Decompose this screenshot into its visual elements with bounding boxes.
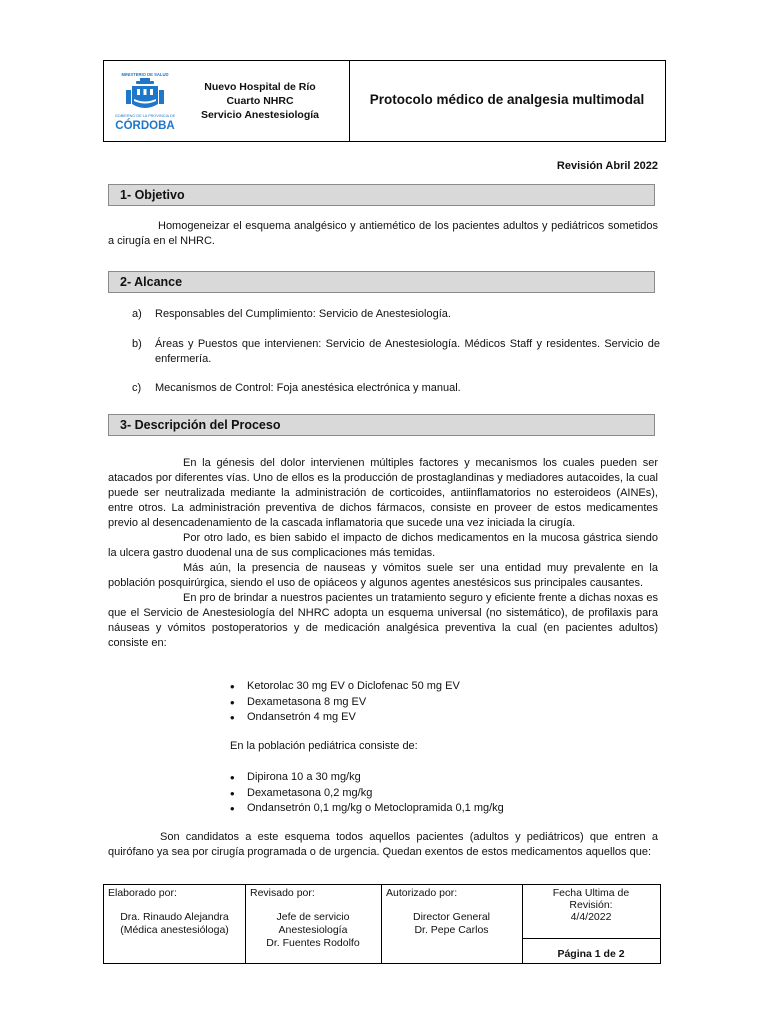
descripcion-body: [108, 456, 658, 651]
alcance-item-text: Mecanismos de Control: Foja anestésica electrónica y manual.: [155, 382, 461, 394]
list-item: • Dipirona 10 a 30 mg/kg: [230, 770, 650, 786]
revisado-line-2: Anestesiología: [278, 924, 348, 936]
hospital-line-3: Servicio Anestesiología: [200, 109, 320, 121]
alcance-item-c: [132, 381, 662, 397]
section-heading-descripcion: 3- Descripción del Proceso: [108, 414, 655, 436]
autorizado-line-1: Director General: [412, 911, 491, 923]
objetivo-text: Homogeneizar el esquema analgésico y antiemético de los pacientes adultos y pediátricos sometidos a cirugía en el NHRC.: [108, 220, 658, 247]
list-item: • Dexametasona 8 mg EV: [230, 695, 650, 711]
descripcion-paragraph-3: Más aún, la presencia de nauseas y vómitos suele ser una entidad muy prevalente en la población posquirúrgica, siendo el uso de opiáceos y algunos agentes anestésicos sus principales causantes.: [108, 562, 658, 589]
revisado-line-1: Jefe de servicio: [276, 911, 350, 923]
descripcion-paragraph-5: Son candidatos a este esquema todos aquellos pacientes (adultos y pediátricos) que entren a quirófano ya sea por cirugía programada o de urgencia. Quedan exentos de estos medicamentos aquellos que:: [108, 831, 658, 858]
revisado-label: Revisado por:: [250, 887, 315, 899]
list-item: • Ondansetrón 4 mg EV: [230, 710, 650, 726]
logo-ministry-text: MINISTERIO DE SALUD: [121, 72, 169, 77]
fecha-value: 4/4/2022: [570, 911, 612, 923]
alcance-item-text: Responsables del Cumplimiento: Servicio de Anestesiología.: [155, 308, 451, 320]
alcance-item-a: [132, 307, 662, 323]
section-heading-objetivo: 1- Objetivo: [108, 184, 655, 206]
cordoba-government-logo: [110, 70, 180, 134]
alcance-item-label: a): [132, 308, 142, 320]
logo-cordoba-text: CÓRDOBA: [115, 120, 175, 132]
descripcion-paragraph-2: Por otro lado, es bien sabido el impacto de dichos medicamentos en la mucosa gástrica siendo la ulcera gastro duodenal una de sus complicaciones más temidas.: [108, 532, 658, 559]
descripcion-paragraph-1: En la génesis del dolor intervienen múltiples factores y mecanismos los cuales pueden ser atacados por diferentes vías. Uno de ellos es la producción de prostaglandinas y mediadores autacoides, la cual puede ser neutralizada mediante la administración de corticoides, antiinflamatorios no esteroideos (AINEs), entre otros. La administración preventiva de dichos fármacos, consiste en proveer de estos medicamentes previo al desencadenamiento de la cascada inflamatoria que sucede una vez iniciada la cirugía.: [108, 457, 658, 529]
hospital-name-block: [185, 80, 335, 122]
pediatric-medication-list: [230, 770, 650, 817]
hospital-line-1: Nuevo Hospital de Río: [204, 81, 316, 93]
elaborado-role: (Médica anestesióloga): [120, 924, 229, 936]
header-divider: [349, 61, 350, 141]
autorizado-label: Autorizado por:: [386, 887, 458, 899]
logo-government-text: GOBIERNO DE LA PROVINCIA DE: [114, 114, 176, 118]
alcance-item-label: b): [132, 338, 142, 350]
page-number: Página 1 de 2: [557, 948, 625, 960]
pediatric-intro: En la población pediátrica consiste de:: [230, 740, 418, 752]
revision-date: Revisión Abril 2022: [556, 160, 658, 172]
alcance-item-label: c): [132, 382, 142, 394]
approval-table: [103, 884, 661, 964]
elaborado-label: Elaborado por:: [108, 887, 177, 899]
adult-medication-list: [230, 679, 650, 726]
alcance-item-b: [132, 337, 662, 369]
fecha-label-2: Revisión:: [569, 899, 613, 911]
hospital-line-2: Cuarto NHRC: [226, 95, 294, 107]
section-heading-alcance: 2- Alcance: [108, 271, 655, 293]
list-item: • Ondansetrón 0,1 mg/kg o Metoclopramida 0,1 mg/kg: [230, 801, 650, 817]
list-item: • Dexametasona 0,2 mg/kg: [230, 786, 650, 802]
elaborado-name: Dra. Rinaudo Alejandra: [120, 911, 229, 923]
descripcion-paragraph-4: En pro de brindar a nuestros pacientes un tratamiento seguro y eficiente frente a dichas noxas es que el Servicio de Anestesiología del NHRC adopta un esquema universal (no sistemático), de profilaxis para náuseas y vómitos postoperatorios y de medicación analgésica preventiva la cual (en pacientes adultos) consiste en:: [108, 592, 658, 649]
list-item: • Ketorolac 30 mg EV o Diclofenac 50 mg EV: [230, 679, 650, 695]
fecha-label-1: Fecha Ultima de: [552, 887, 630, 899]
table-divider: [522, 938, 660, 939]
alcance-item-text: Áreas y Puestos que intervienen: Servicio de Anestesiología. Médicos Staff y residentes. Servicio de enfermería.: [155, 338, 660, 365]
document-title: Protocolo médico de analgesia multimodal: [369, 92, 645, 107]
autorizado-line-2: Dr. Pepe Carlos: [414, 924, 489, 936]
revisado-line-3: Dr. Fuentes Rodolfo: [266, 937, 360, 949]
